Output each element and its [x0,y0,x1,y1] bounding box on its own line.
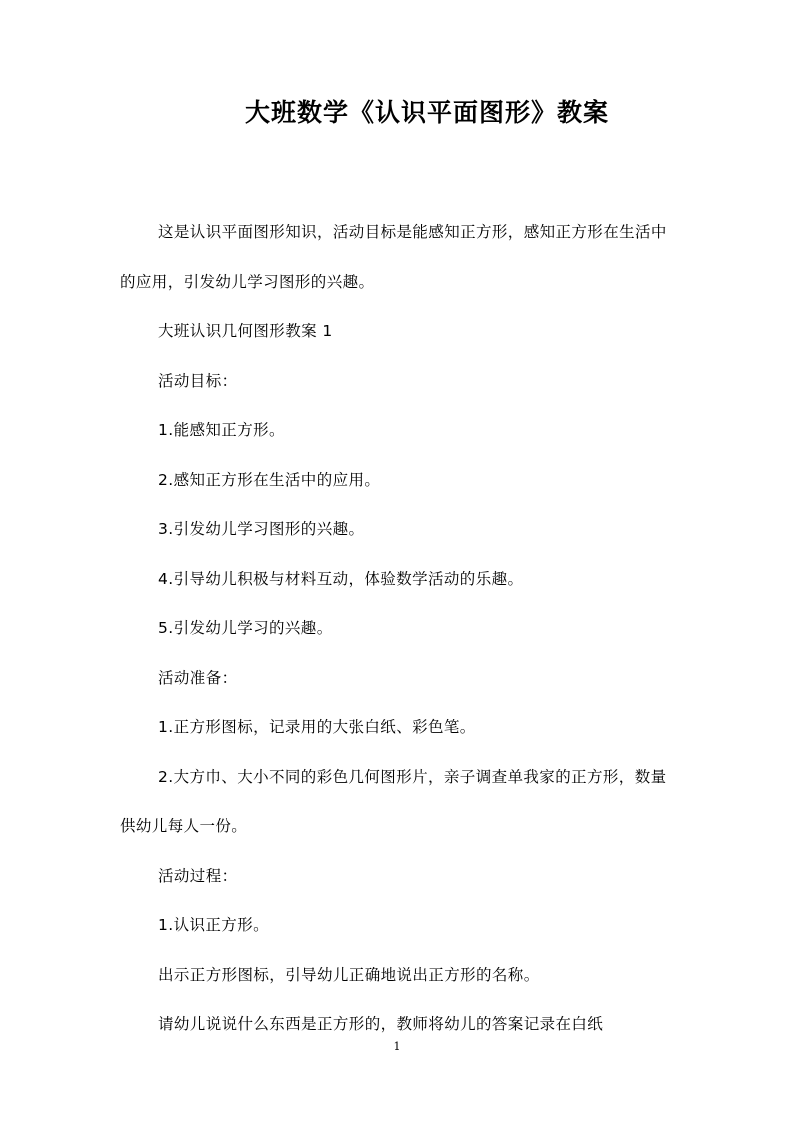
page-number: 1 [393,1040,401,1053]
paragraph-preparation-1: 1.正方形图标，记录用的大张白纸、彩色笔。 [158,718,476,736]
paragraph-goals-heading: 活动目标： [158,371,238,390]
paragraph-section-heading: 大班认识几何图形教案 1 [158,322,333,340]
paragraph-process-heading: 活动过程： [158,866,238,885]
paragraph-process-text-2: 请幼儿说说什么东西是正方形的，教师将幼儿的答案记录在白纸 [158,1015,604,1033]
paragraph-goal-1: 1.能感知正方形。 [158,421,285,439]
document-body [120,208,676,1050]
paragraph-process-1: 1.认识正方形。 [158,916,269,934]
paragraph-goal-2: 2.感知正方形在生活中的应用。 [158,470,381,489]
paragraph-intro: 这是认识平面图形知识，活动目标是能感知正方形，感知正方形在生活中的应用，引发幼儿学习图形的兴趣。 [120,223,667,291]
paragraph-goal-3: 3.引发幼儿学习图形的兴趣。 [158,520,365,538]
paragraph-process-text-1: 出示正方形图标，引导幼儿正确地说出正方形的名称。 [158,965,540,984]
paragraph-preparation-2: 2.大方巾、大小不同的彩色几何图形片，亲子调查单我家的正方形，数量供幼儿每人一份。 [120,767,667,835]
paragraph-preparation-heading: 活动准备： [158,668,238,687]
document-title: 大班数学《认识平面图形》教案 [244,98,609,127]
paragraph-goal-4: 4.引导幼儿积极与材料互动，体验数学活动的乐趣。 [158,569,524,588]
paragraph-goal-5: 5.引发幼儿学习的兴趣。 [158,619,333,637]
